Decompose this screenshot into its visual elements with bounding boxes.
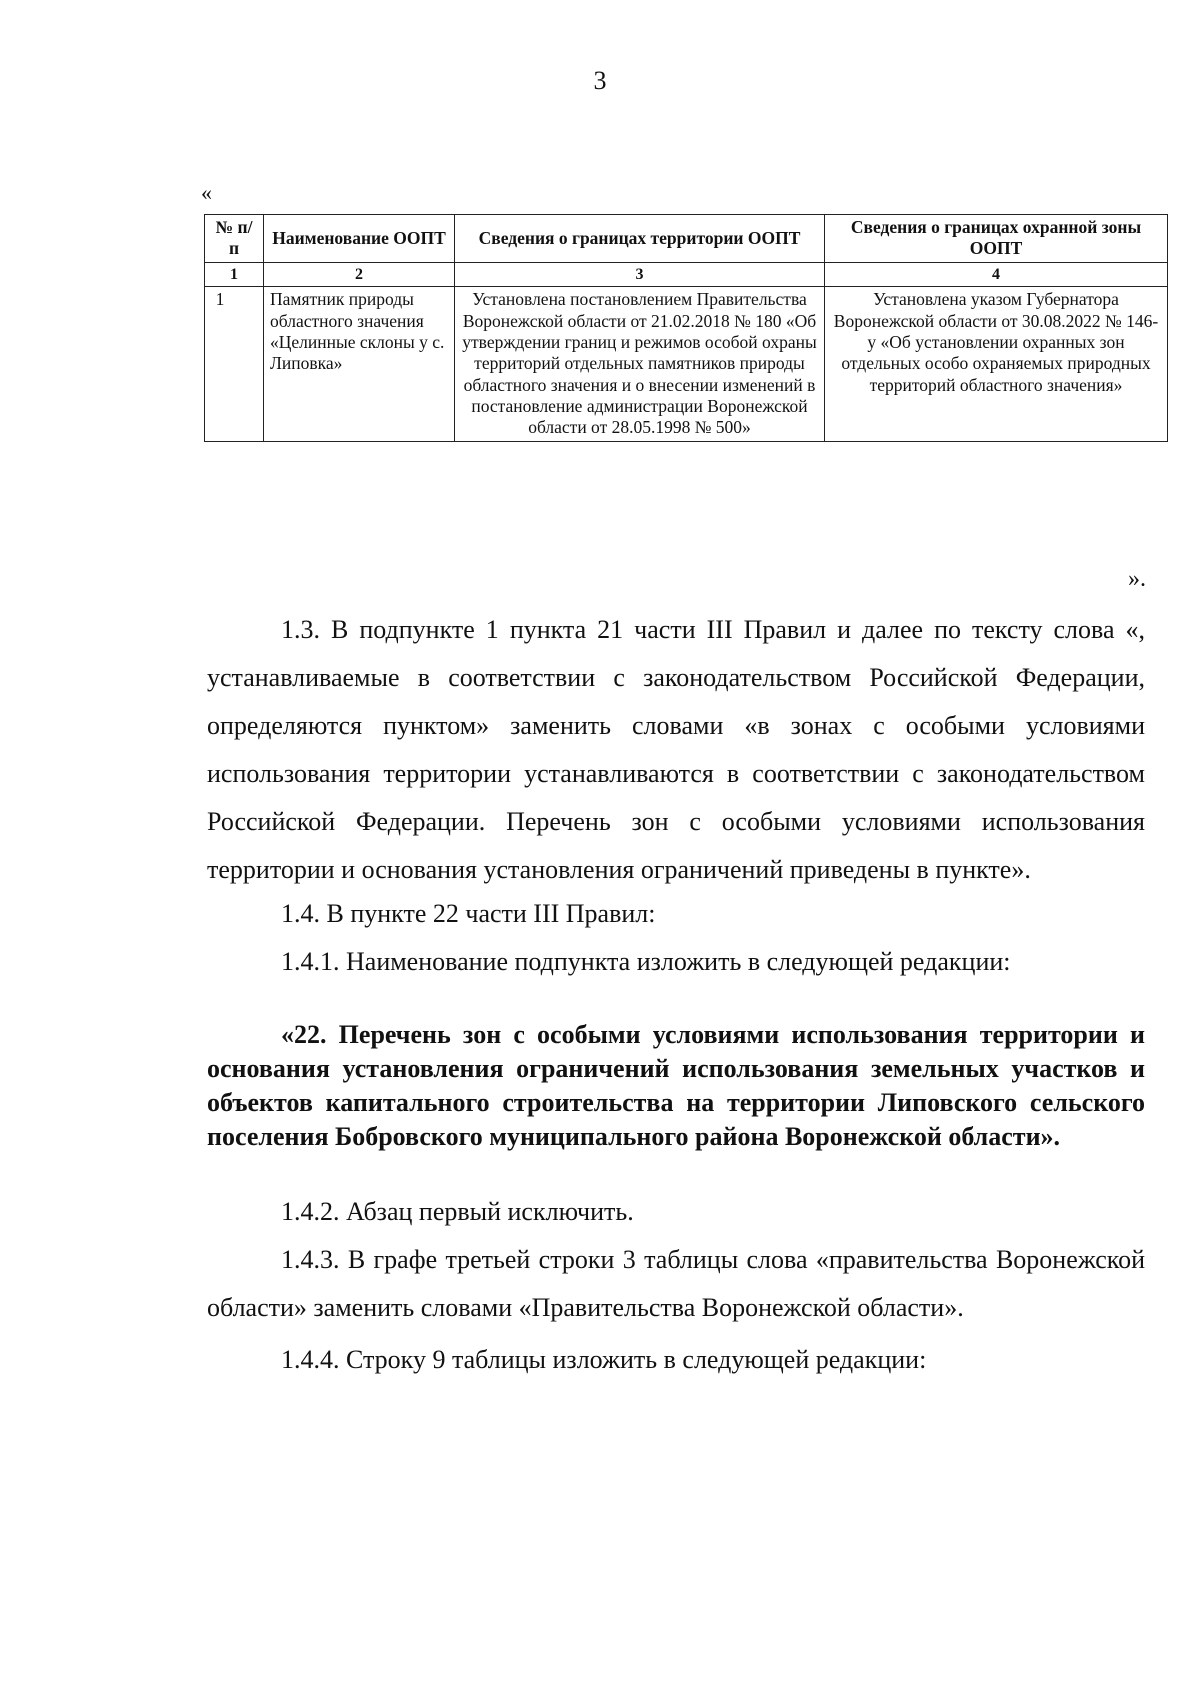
- paragraph-1-4-3: 1.4.3. В графе третьей строки 3 таблицы слова «правительства Воронежской области» заменить словами «Правительства Воронежской области».: [207, 1245, 1145, 1322]
- header-territory: Сведения о границах территории ООПТ: [455, 215, 825, 263]
- table-close-quote: ».: [1128, 566, 1146, 592]
- column-number-row: [205, 262, 1168, 287]
- header-protected-zone: Сведения о границах охранной зоны ООПТ: [825, 215, 1168, 263]
- page-number: 3: [593, 66, 607, 95]
- row-num: 1: [205, 287, 264, 441]
- row-territory: Установлена постановлением Правительства Воронежской области от 21.02.2018 № 180 «Об утверждении границ и режимов особой охраны территорий отдельных памятников природы областного значения и о внесении изменений в постановление администрации Воронежской области от 28.05.1998 № 500»: [455, 287, 825, 441]
- row-protected-zone: Установлена указом Губернатора Воронежской области от 30.08.2022 № 146-у «Об установлении охранных зон отдельных особо охраняемых природных территорий областного значения»: [825, 287, 1168, 441]
- paragraph-1-4: 1.4. В пункте 22 части III Правил:: [281, 899, 656, 928]
- row-name: Памятник природы областного значения «Целинные склоны у с. Липовка»: [264, 287, 455, 441]
- paragraph-1-3: 1.3. В подпункте 1 пункта 21 части III Правил и далее по тексту слова «, устанавливаемые в соответствии с законодательством Российской Федерации, определяются пунктом» заменить словами «в зонах с особыми условиями использования территории устанавливаются в соответствии с законодательством Российской Федерации. Перечень зон с особыми условиями использования территории и основания установления ограничений приведены в пункте».: [207, 615, 1145, 884]
- heading-22: «22. Перечень зон с особыми условиями использования территории и основания установления ограничений использования земельных участков и объектов капитального строительства на территории Липовского сельского поселения Бобровского муниципального района Воронежской области».: [207, 1020, 1145, 1151]
- column-number: 2: [264, 262, 455, 287]
- column-number: 3: [455, 262, 825, 287]
- body-text: [207, 606, 1145, 1380]
- table-header-row: [205, 215, 1168, 263]
- paragraph-1-4-1: 1.4.1. Наименование подпункта изложить в следующей редакции:: [281, 947, 1011, 976]
- header-num: № п/п: [205, 215, 264, 263]
- table-row: [205, 287, 1168, 441]
- table-open-quote: «: [201, 180, 212, 205]
- column-number: 4: [825, 262, 1168, 287]
- paragraph-1-4-2: 1.4.2. Абзац первый исключить.: [281, 1197, 634, 1226]
- header-name: Наименование ООПТ: [264, 215, 455, 263]
- column-number: 1: [205, 262, 264, 287]
- oopt-table: [204, 214, 1168, 442]
- paragraph-1-4-4: 1.4.4. Строку 9 таблицы изложить в следующей редакции:: [281, 1345, 927, 1374]
